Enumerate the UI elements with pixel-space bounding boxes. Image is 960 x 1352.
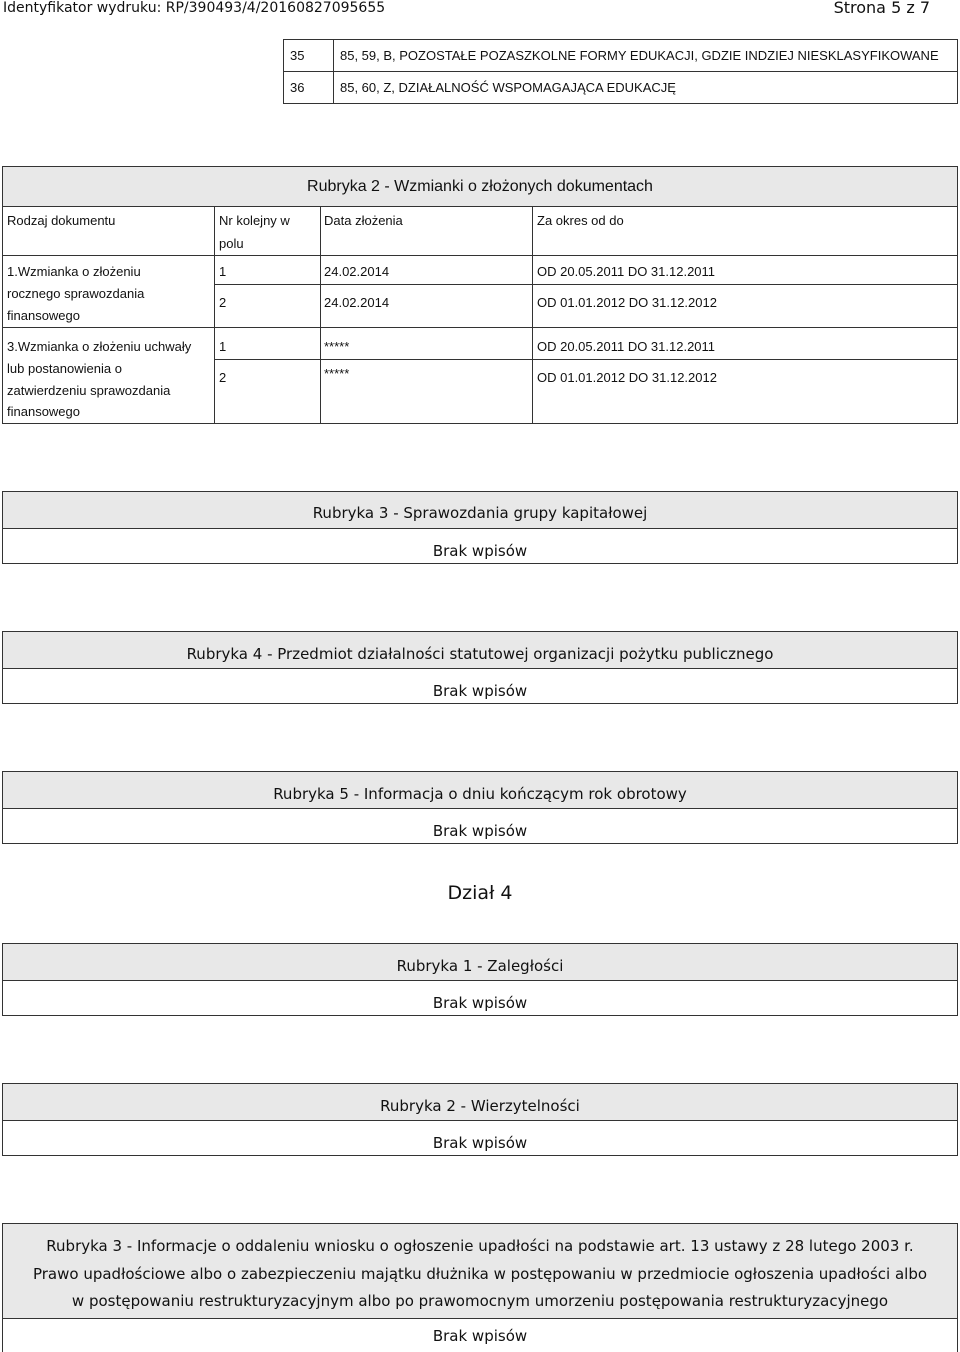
section-title: Rubryka 1 - Zaległości <box>396 957 564 975</box>
document-type-label: 3.Wzmianka o złożeniu uchwały <box>7 339 192 354</box>
d4-rubryka-1-section <box>2 943 958 1016</box>
section-title: Rubryka 3 - Sprawozdania grupy kapitałowej <box>312 504 648 522</box>
no-entries-text: Brak wpisów <box>432 994 528 1012</box>
pkd-description: 85, 60, Z, DZIAŁALNOŚĆ WSPOMAGAJĄCA EDUKACJĘ <box>334 72 958 104</box>
rubryka-4-section <box>2 631 958 704</box>
no-entries-text: Brak wpisów <box>432 1134 528 1152</box>
row-divider <box>214 359 957 360</box>
filing-date: 24.02.2014 <box>324 295 390 310</box>
entry-number: 2 <box>219 295 227 310</box>
period: OD 20.05.2011 DO 31.12.2011 <box>537 339 716 354</box>
filing-date: ***** <box>324 339 350 354</box>
dzial-heading: Dział 4 <box>447 882 513 904</box>
column-divider <box>532 206 533 423</box>
rubryka-2-documents-section <box>2 166 958 424</box>
document-type-label: zatwierdzeniu sprawozdania <box>7 383 171 398</box>
rubryka-5-section <box>2 771 958 844</box>
column-header-nr-line2: polu <box>219 236 244 251</box>
document-type-label: lub postanowienia o <box>7 361 122 376</box>
period: OD 01.01.2012 DO 31.12.2012 <box>537 370 717 385</box>
column-divider <box>214 206 215 423</box>
column-header-rodzaj: Rodzaj dokumentu <box>7 213 116 228</box>
pkd-number: 35 <box>284 40 334 72</box>
document-type-label: finansowego <box>7 308 80 323</box>
no-entries-text: Brak wpisów <box>432 542 528 560</box>
section-title: Rubryka 4 - Przedmiot działalności statutowej organizacji pożytku publicznego <box>186 645 774 663</box>
section-title-line: w postępowaniu restrukturyzacyjnym albo po prawomocnym umorzeniu postępowania restrukturyzacyjnego <box>71 1292 889 1310</box>
d4-rubryka-3-section <box>2 1223 958 1352</box>
section-title: Rubryka 5 - Informacja o dniu kończącym rok obrotowy <box>273 785 687 803</box>
pkd-table <box>283 39 958 104</box>
section-title: Rubryka 2 - Wzmianki o złożonych dokumentach <box>307 178 653 195</box>
filing-date: ***** <box>324 366 350 381</box>
column-header-nr-line1: Nr kolejny w <box>219 213 290 228</box>
section-title-line: Rubryka 3 - Informacje o oddaleniu wniosku o ogłoszenie upadłości na podstawie art. 13 ustawy z 28 lutego 2003 r. <box>46 1237 914 1255</box>
no-entries-text: Brak wpisów <box>432 682 528 700</box>
document-type-label: 1.Wzmianka o złożeniu <box>7 264 141 279</box>
table-row <box>284 40 958 72</box>
entry-number: 1 <box>219 339 227 354</box>
entry-number: 1 <box>219 264 227 279</box>
document-type-label: rocznego sprawozdania <box>7 286 145 301</box>
pkd-description: 85, 59, B, POZOSTAŁE POZASZKOLNE FORMY EDUKACJI, GDZIE INDZIEJ NIESKLASYFIKOWANE <box>334 40 958 72</box>
period: OD 20.05.2011 DO 31.12.2011 <box>537 264 716 279</box>
document-type-label: finansowego <box>7 404 80 419</box>
section-title: Rubryka 2 - Wierzytelności <box>380 1097 580 1115</box>
table-row <box>284 72 958 104</box>
page-number: Strona 5 z 7 <box>833 0 930 17</box>
row-divider <box>3 327 957 328</box>
print-identifier: Identyfikator wydruku: RP/390493/4/20160827095655 <box>3 0 386 16</box>
rubryka-3-section <box>2 491 958 564</box>
pkd-number: 36 <box>284 72 334 104</box>
row-divider <box>214 284 957 285</box>
no-entries-text: Brak wpisów <box>432 822 528 840</box>
column-header-okres: Za okres od do <box>537 213 624 228</box>
no-entries-text: Brak wpisów <box>432 1327 528 1345</box>
filing-date: 24.02.2014 <box>324 264 390 279</box>
column-divider <box>320 206 321 423</box>
row-divider <box>3 255 957 256</box>
period: OD 01.01.2012 DO 31.12.2012 <box>537 295 717 310</box>
entry-number: 2 <box>219 370 227 385</box>
section-title-line: Prawo upadłościowe albo o zabezpieczeniu majątku dłużnika w postępowaniu w przedmiocie ogłoszenia upadłości albo <box>32 1265 928 1283</box>
column-header-data: Data złożenia <box>324 213 403 228</box>
d4-rubryka-2-section <box>2 1083 958 1156</box>
